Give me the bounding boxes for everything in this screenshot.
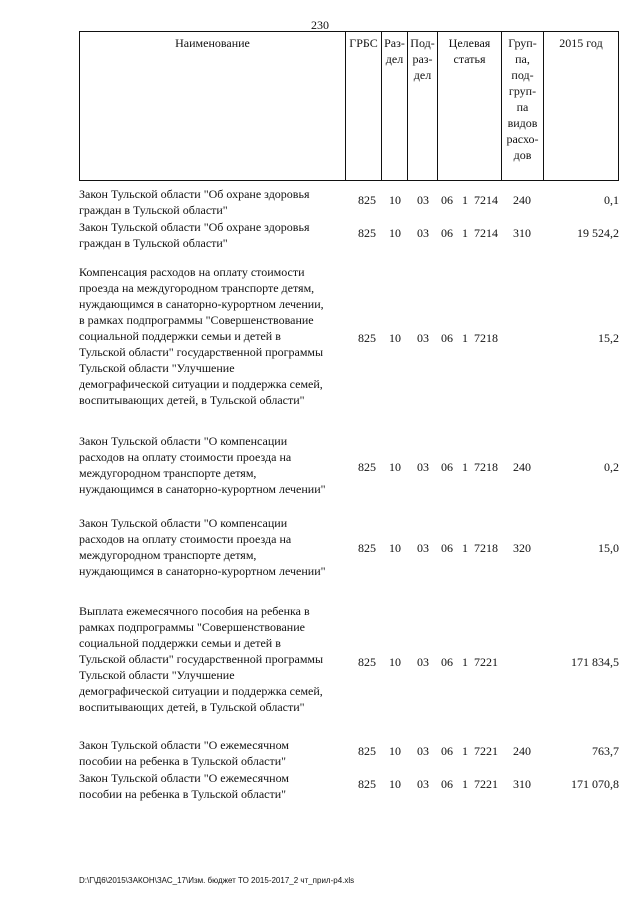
row-vr: 240 bbox=[513, 744, 531, 758]
row-c: 7218 bbox=[474, 460, 498, 474]
row-name: Закон Тульской области "Об охране здоровья граждан в Тульской области" bbox=[79, 187, 310, 217]
row-pr: 03 bbox=[417, 541, 429, 555]
row-rz: 10 bbox=[389, 744, 401, 758]
row-name: Закон Тульской области "Об охране здоровья граждан в Тульской области" bbox=[79, 220, 310, 250]
row-b: 1 bbox=[462, 226, 468, 240]
row-b: 1 bbox=[462, 460, 468, 474]
row-rz: 10 bbox=[389, 193, 401, 207]
row-b: 1 bbox=[462, 777, 468, 791]
row-a: 06 bbox=[441, 331, 453, 345]
row-a: 06 bbox=[441, 655, 453, 669]
row-sum: 171 834,5 bbox=[571, 655, 619, 669]
header-gruppa: Груп- па, под- груп- па видов расхо- дов bbox=[501, 32, 543, 180]
row-a: 06 bbox=[441, 777, 453, 791]
row-vr: 240 bbox=[513, 460, 531, 474]
row-grbs: 825 bbox=[358, 744, 376, 758]
row-c: 7214 bbox=[474, 193, 498, 207]
row-pr: 03 bbox=[417, 331, 429, 345]
row-c: 7221 bbox=[474, 655, 498, 669]
row-rz: 10 bbox=[389, 777, 401, 791]
row-c: 7221 bbox=[474, 777, 498, 791]
row-name: Закон Тульской области "О компенсации расходов на оплату стоимости проезда на междугородном транспорте детям, нуждающимся в санаторно-курортном лечении" bbox=[79, 516, 326, 578]
row-a: 06 bbox=[441, 744, 453, 758]
row-pr: 03 bbox=[417, 460, 429, 474]
row-pr: 03 bbox=[417, 777, 429, 791]
row-a: 06 bbox=[441, 193, 453, 207]
row-vr: 310 bbox=[513, 226, 531, 240]
row-sum: 15,0 bbox=[598, 541, 619, 555]
row-c: 7221 bbox=[474, 744, 498, 758]
row-pr: 03 bbox=[417, 744, 429, 758]
row-sum: 19 524,2 bbox=[577, 226, 619, 240]
page-number: 230 bbox=[311, 18, 329, 32]
row-name: Закон Тульской области "О компенсации расходов на оплату стоимости проезда на междугородном транспорте детям, нуждающимся в санаторно-курортном лечении" bbox=[79, 434, 326, 496]
row-a: 06 bbox=[441, 541, 453, 555]
row-grbs: 825 bbox=[358, 541, 376, 555]
row-grbs: 825 bbox=[358, 226, 376, 240]
row-rz: 10 bbox=[389, 331, 401, 345]
row-pr: 03 bbox=[417, 226, 429, 240]
row-vr: 320 bbox=[513, 541, 531, 555]
header-grbs: ГРБС bbox=[345, 32, 381, 180]
row-rz: 10 bbox=[389, 655, 401, 669]
row-b: 1 bbox=[462, 331, 468, 345]
row-vr: 310 bbox=[513, 777, 531, 791]
row-b: 1 bbox=[462, 541, 468, 555]
row-vr: 240 bbox=[513, 193, 531, 207]
row-pr: 03 bbox=[417, 193, 429, 207]
row-sum: 763,7 bbox=[592, 744, 619, 758]
row-rz: 10 bbox=[389, 541, 401, 555]
row-c: 7218 bbox=[474, 541, 498, 555]
header-year: 2015 год bbox=[543, 32, 619, 180]
header-podrazdel: Под- раз- дел bbox=[407, 32, 437, 180]
row-name: Закон Тульской области "О ежемесячном пособии на ребенка в Тульской области" bbox=[79, 738, 289, 768]
row-b: 1 bbox=[462, 193, 468, 207]
row-rz: 10 bbox=[389, 460, 401, 474]
row-grbs: 825 bbox=[358, 331, 376, 345]
row-grbs: 825 bbox=[358, 460, 376, 474]
header-razdel: Раз- дел bbox=[381, 32, 407, 180]
row-grbs: 825 bbox=[358, 193, 376, 207]
table-header bbox=[79, 31, 619, 181]
row-grbs: 825 bbox=[358, 655, 376, 669]
row-name: Закон Тульской области "О ежемесячном пособии на ребенка в Тульской области" bbox=[79, 771, 289, 801]
row-a: 06 bbox=[441, 226, 453, 240]
row-b: 1 bbox=[462, 744, 468, 758]
row-a: 06 bbox=[441, 460, 453, 474]
row-pr: 03 bbox=[417, 655, 429, 669]
row-name: Выплата ежемесячного пособия на ребенка в рамках подпрограммы "Совершенствование социальной поддержки семьи и детей в Тульской области" государственной программы Тульской области "Улучшение демографической ситуации и поддержка семей, воспитывающих детей, в Тульской области" bbox=[79, 604, 324, 714]
row-c: 7214 bbox=[474, 226, 498, 240]
row-c: 7218 bbox=[474, 331, 498, 345]
header-name: Наименование bbox=[79, 32, 345, 180]
row-sum: 15,2 bbox=[598, 331, 619, 345]
row-name: Компенсация расходов на оплату стоимости проезда на междугородном транспорте детям, нуждающимся в санаторно-курортном лечении, в рамках подпрограммы "Совершенствование социальной поддержки семьи и детей в Тульской области" государственной программы Тульской области "Улучшение демографической ситуации и поддержка семей, воспитывающих детей, в Тульской области" bbox=[79, 265, 324, 407]
row-grbs: 825 bbox=[358, 777, 376, 791]
row-sum: 171 070,8 bbox=[571, 777, 619, 791]
row-b: 1 bbox=[462, 655, 468, 669]
header-statya: Целевая статья bbox=[437, 32, 501, 180]
row-sum: 0,2 bbox=[604, 460, 619, 474]
row-sum: 0,1 bbox=[604, 193, 619, 207]
row-rz: 10 bbox=[389, 226, 401, 240]
footer-file-path: D:\Г\Д6\2015\ЗАКОН\ЗАС_17\Изм. бюджет ТО 2015-2017_2 чт_прил-р4.xls bbox=[79, 876, 355, 885]
